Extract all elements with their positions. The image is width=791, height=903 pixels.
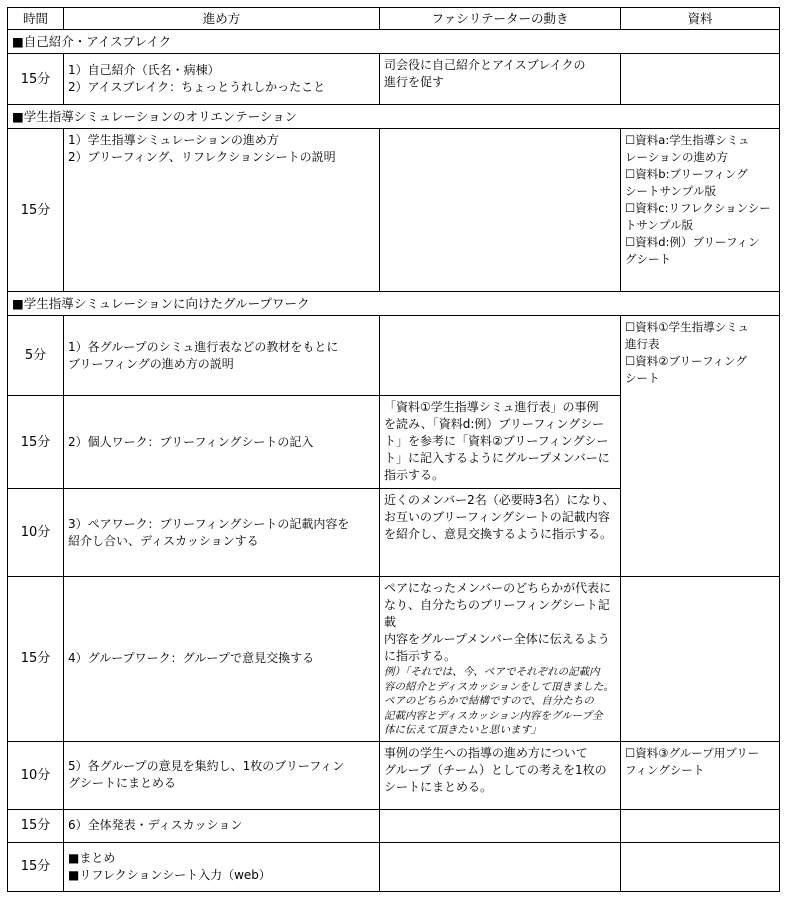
section-title-intro: ■自己紹介・アイスブレイク: [8, 30, 780, 54]
facilitator-cell: [380, 489, 621, 577]
method-text: ■まとめ ■リフレクションシート入力（web）: [68, 850, 271, 882]
section-row: [8, 292, 780, 316]
materials-cell: [621, 129, 780, 292]
method-cell: [64, 396, 380, 489]
method-cell: [64, 809, 380, 842]
facilitator-cell: [380, 316, 621, 396]
method-cell: [64, 129, 380, 292]
materials-text: ☐資料③グループ用ブリー フィングシート: [625, 745, 760, 777]
facilitator-cell: [380, 129, 621, 292]
facilitator-text: 事例の学生への指導の進め方について グループ（チーム）としての考えを1枚の シートにまとめる。: [384, 745, 607, 794]
time-cell: 15分: [8, 396, 64, 489]
facilitator-text: ペアになったメンバーのどちらかが代表に なり、自分たちのブリーフィングシート記載 内容をグループメンバー全体に伝えるよう に指示する。: [384, 581, 612, 663]
materials-cell: [621, 577, 780, 742]
materials-cell: [621, 842, 780, 891]
header-facilitator: ファシリテーターの動き: [380, 8, 621, 30]
materials-cell: [621, 54, 780, 105]
method-cell: [64, 842, 380, 891]
method-text: 5）各グループの意見を集約し、1枚のブリーフィン グシートにまとめる: [68, 759, 345, 790]
time-cell: 10分: [8, 741, 64, 809]
table-row: [8, 741, 780, 809]
time-cell: 15分: [8, 577, 64, 742]
header-row: [8, 8, 780, 30]
materials-cell: [621, 316, 780, 577]
method-cell: [64, 577, 380, 742]
example-quote: 例）「それでは、今、ペアでそれぞれの記載内 容の紹介とディスカッションをして頂きました。 ペアのどちらかで結構ですので、自分たちの 記載内容とディスカッション内容をグループ全 体に伝えて頂きたいと思います」: [384, 666, 614, 736]
materials-cell: [621, 741, 780, 809]
time-cell: 15分: [8, 809, 64, 842]
method-cell: [64, 316, 380, 396]
section-row: [8, 30, 780, 54]
method-cell: [64, 741, 380, 809]
header-time: 時間: [8, 8, 64, 30]
table-row: [8, 842, 780, 891]
facilitator-cell: [380, 809, 621, 842]
time-cell: 15分: [8, 54, 64, 105]
facilitator-cell: [380, 396, 621, 489]
method-text: 3）ペアワーク：ブリーフィングシートの記載内容を 紹介し合い、ディスカッションする: [68, 516, 350, 548]
materials-text: ☐資料①学生指導シミュ 進行表 ☐資料②ブリーフィング シート: [625, 320, 749, 385]
materials-cell: [621, 809, 780, 842]
method-text: 2）個人ワーク：ブリーフィングシートの記入: [68, 434, 314, 449]
method-text: 1）学生指導シミュレーションの進め方 2）ブリーフィング、リフレクションシートの説明: [68, 133, 336, 164]
section-row: [8, 105, 780, 129]
table-row: [8, 129, 780, 292]
table-row: [8, 54, 780, 105]
facilitator-cell: [380, 577, 621, 742]
method-cell: [64, 54, 380, 105]
method-text: 1）自己紹介（氏名・病棟） 2）アイスブレイク：ちょっとうれしかったこと: [68, 63, 326, 94]
facilitator-text: 司会役に自己紹介とアイスブレイクの 進行を促す: [384, 58, 586, 89]
header-materials: 資料: [621, 8, 780, 30]
method-text: 6）全体発表・ディスカッション: [68, 818, 243, 832]
method-cell: [64, 489, 380, 577]
table-row: [8, 316, 780, 396]
method-text: 4）グループワーク：グループで意見交換する: [68, 651, 315, 666]
time-cell: 15分: [8, 842, 64, 891]
header-method: 進め方: [64, 8, 380, 30]
facilitator-cell: [380, 842, 621, 891]
section-title-groupwork: ■学生指導シミュレーションに向けたグループワーク: [8, 292, 780, 316]
facilitator-cell: [380, 54, 621, 105]
table-row: [8, 809, 780, 842]
materials-text: ☐資料a:学生指導シミュ レーションの進め方 ☐資料b:ブリーフィング シートサンプル版 ☐資料c:リフレクションシー トサンプル版 ☐資料d:例）ブリーフィン グシート: [625, 133, 771, 266]
table-row: [8, 577, 780, 742]
time-cell: 5分: [8, 316, 64, 396]
facilitator-text: 「資料①学生指導シミュ進行表」の事例 を読み、「資料d:例）ブリーフィングシー ト」を参考に「資料②ブリーフィングシー ト」に記入するようにグループメンバーに 指示する。: [384, 400, 610, 482]
section-title-orientation: ■学生指導シミュレーションのオリエンテーション: [8, 105, 780, 129]
method-text: 1）各グループのシミュ進行表などの教材をもとに ブリーフィングの進め方の説明: [68, 339, 339, 371]
facilitator-cell: [380, 741, 621, 809]
time-cell: 15分: [8, 129, 64, 292]
schedule-table: [7, 7, 780, 892]
facilitator-text: 近くのメンバー2名（必要時3名）になり、 お互いのブリーフィングシートの記載内容 を紹介し、意見交換するように指示する。: [384, 493, 615, 541]
time-cell: 10分: [8, 489, 64, 577]
